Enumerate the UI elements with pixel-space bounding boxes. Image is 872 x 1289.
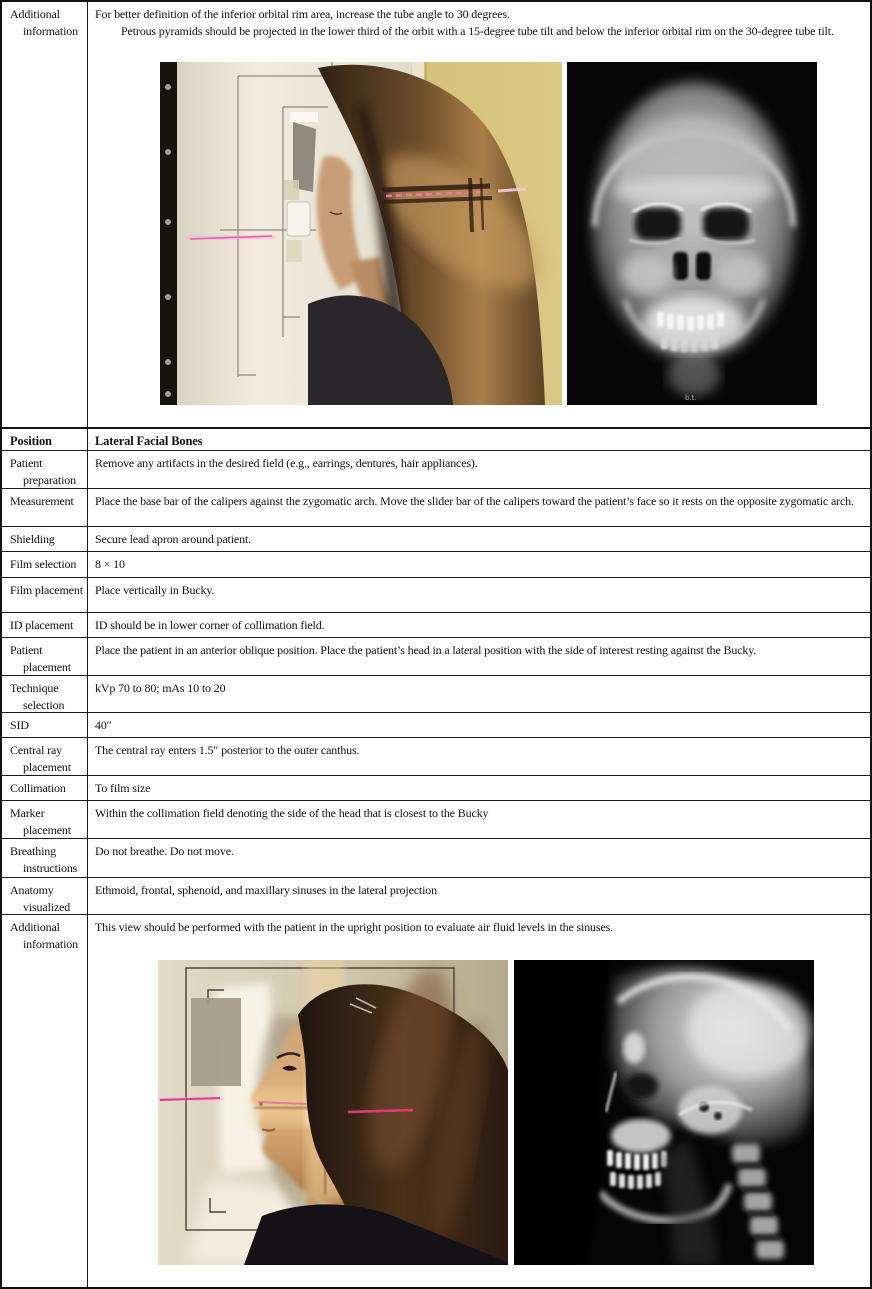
- table-row: [2, 914, 870, 1287]
- table-row: [2, 712, 870, 737]
- row-content: [88, 915, 870, 1287]
- lateral-skull-radiograph: [514, 960, 814, 1265]
- row-content: Remove any artifacts in the desired field (e.g., earrings, dentures, hair appliances).: [95, 456, 478, 470]
- table-row: [2, 2, 870, 427]
- table-row: [2, 737, 870, 775]
- content-paragraph: For better definition of the inferior orbital rim area, increase the tube angle to 30 degrees.: [95, 7, 510, 21]
- table-row-position: [2, 427, 870, 450]
- row-label: SID: [2, 713, 88, 737]
- row-content: Within the collimation field denoting the side of the head that is closest to the Bucky: [95, 806, 489, 820]
- row-label: Central ray placement: [2, 738, 88, 775]
- patient-lateral-position-photo: [158, 960, 508, 1265]
- row-content: Secure lead apron around patient.: [95, 532, 251, 546]
- row-content: 40″: [95, 718, 112, 732]
- table-row: [2, 488, 870, 526]
- table-row: [2, 450, 870, 488]
- table-row: [2, 526, 870, 551]
- row-label: Film selection: [2, 552, 88, 577]
- table-row: [2, 838, 870, 877]
- table-row: [2, 577, 870, 612]
- row-label: Additional information: [2, 915, 88, 1287]
- row-label: Collimation: [2, 776, 88, 800]
- row-label: Marker placement: [2, 801, 88, 838]
- row-label: Technique selection: [2, 676, 88, 712]
- row-content: To film size: [95, 781, 151, 795]
- row-content: 8 × 10: [95, 557, 125, 571]
- row-label: Patient placement: [2, 638, 88, 675]
- table-row: [2, 877, 870, 914]
- patient-facing-upright-bucky-photo: [160, 62, 562, 405]
- row-content: kVp 70 to 80; mAs 10 to 20: [95, 681, 226, 695]
- row-content: Place vertically in Bucky.: [95, 583, 215, 597]
- svg-text:b.t.: b.t.: [685, 394, 697, 402]
- row-label: Film placement: [2, 578, 88, 612]
- table-row: [2, 775, 870, 800]
- row-content: Ethmoid, frontal, sphenoid, and maxillary sinuses in the lateral projection: [95, 883, 438, 897]
- row-label: Patient preparation: [2, 451, 88, 488]
- row-content: ID should be in lower corner of collimation field.: [95, 618, 325, 632]
- table-row: [2, 612, 870, 637]
- table-row: [2, 551, 870, 577]
- figure-lateral-pair: [158, 960, 860, 1265]
- row-label: Measurement: [2, 489, 88, 526]
- row-content: [88, 2, 870, 427]
- row-label: Anatomy visualized: [2, 878, 88, 914]
- row-label: Position: [2, 429, 88, 450]
- table-row: [2, 637, 870, 675]
- content-paragraph: Petrous pyramids should be projected in the lower third of the orbit with a 15-degree tube tilt and below the inferior orbital rim on the 30-degree tube tilt.: [121, 24, 834, 38]
- row-label: Breathing instructions: [2, 839, 88, 877]
- row-label: ID placement: [2, 613, 88, 637]
- row-content: Place the patient in an anterior oblique position. Place the patient’s head in a lateral position with the side of interest resting against the Bucky.: [95, 643, 757, 657]
- position-title: Lateral Facial Bones: [95, 434, 203, 448]
- content-paragraph: This view should be performed with the patient in the upright position to evaluate air fluid levels in the sinuses.: [95, 920, 613, 934]
- row-content: Place the base bar of the calipers against the zygomatic arch. Move the slider bar of the calipers toward the patient’s face so it rests on the opposite zygomatic arch.: [95, 494, 854, 508]
- frontal-skull-radiograph: [567, 62, 817, 405]
- row-content: The central ray enters 1.5″ posterior to the outer canthus.: [95, 743, 360, 757]
- row-label: Additional information: [2, 2, 88, 427]
- table-row: [2, 675, 870, 712]
- row-content: Do not breathe. Do not move.: [95, 844, 234, 858]
- figure-frontal-pair: [160, 62, 860, 405]
- table-row: [2, 800, 870, 838]
- row-label: Shielding: [2, 527, 88, 551]
